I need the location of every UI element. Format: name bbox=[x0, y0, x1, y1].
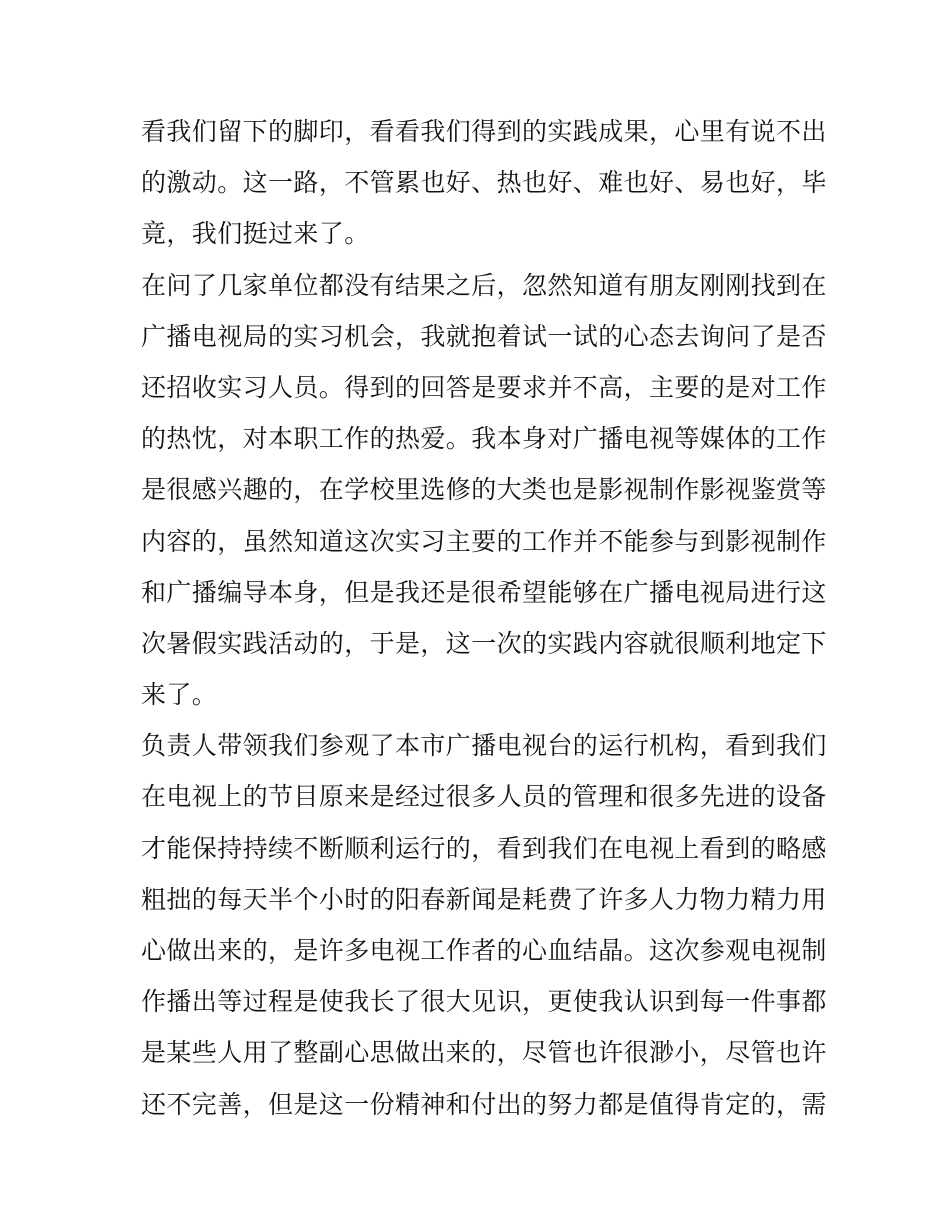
text-line: 和广播编导本身，但是我还是很希望能够在广播电视局进行这 bbox=[141, 577, 827, 607]
text-line: 作播出等过程是使我长了很大见识，更使我认识到每一件事都 bbox=[141, 987, 827, 1017]
text-line: 的激动。这一路，不管累也好、热也好、难也好、易也好，毕 bbox=[141, 168, 827, 198]
text-line: 广播电视局的实习机会，我就抱着试一试的心态去询问了是否 bbox=[141, 321, 827, 351]
text-line: 来了。 bbox=[141, 680, 218, 710]
text-line: 次暑假实践活动的，于是，这一次的实践内容就很顺利地定下 bbox=[141, 628, 827, 658]
document-body bbox=[141, 106, 827, 1130]
paragraph-1 bbox=[141, 106, 827, 260]
text-line: 还不完善，但是这一份精神和付出的努力都是值得肯定的，需 bbox=[141, 1089, 827, 1119]
text-line: 的热忱，对本职工作的热爱。我本身对广播电视等媒体的工作 bbox=[141, 424, 827, 454]
text-line: 是某些人用了整副心思做出来的，尽管也许很渺小，尽管也许 bbox=[141, 1038, 827, 1068]
text-line: 粗拙的每天半个小时的阳春新闻是耗费了许多人力物力精力用 bbox=[141, 884, 827, 914]
text-line: 在电视上的节目原来是经过很多人员的管理和很多先进的设备 bbox=[141, 782, 827, 812]
text-line: 心做出来的，是许多电视工作者的心血结晶。这次参观电视制 bbox=[141, 936, 827, 965]
paragraph-3 bbox=[141, 720, 827, 1130]
paragraph-2 bbox=[141, 260, 827, 721]
text-line: 负责人带领我们参观了本市广播电视台的运行机构，看到我们 bbox=[141, 731, 827, 761]
text-line: 才能保持持续不断顺利运行的，看到我们在电视上看到的略感 bbox=[141, 833, 827, 863]
text-line: 看我们留下的脚印，看看我们得到的实践成果，心里有说不出 bbox=[141, 117, 827, 146]
text-line: 是很感兴趣的，在学校里选修的大类也是影视制作影视鉴赏等 bbox=[141, 475, 827, 505]
text-line: 在问了几家单位都没有结果之后，忽然知道有朋友刚刚找到在 bbox=[141, 270, 827, 300]
text-line: 竟，我们挺过来了。 bbox=[141, 219, 370, 249]
text-line: 内容的，虽然知道这次实习主要的工作并不能参与到影视制作 bbox=[141, 526, 827, 556]
text-line: 还招收实习人员。得到的回答是要求并不高，主要的是对工作 bbox=[141, 372, 827, 402]
